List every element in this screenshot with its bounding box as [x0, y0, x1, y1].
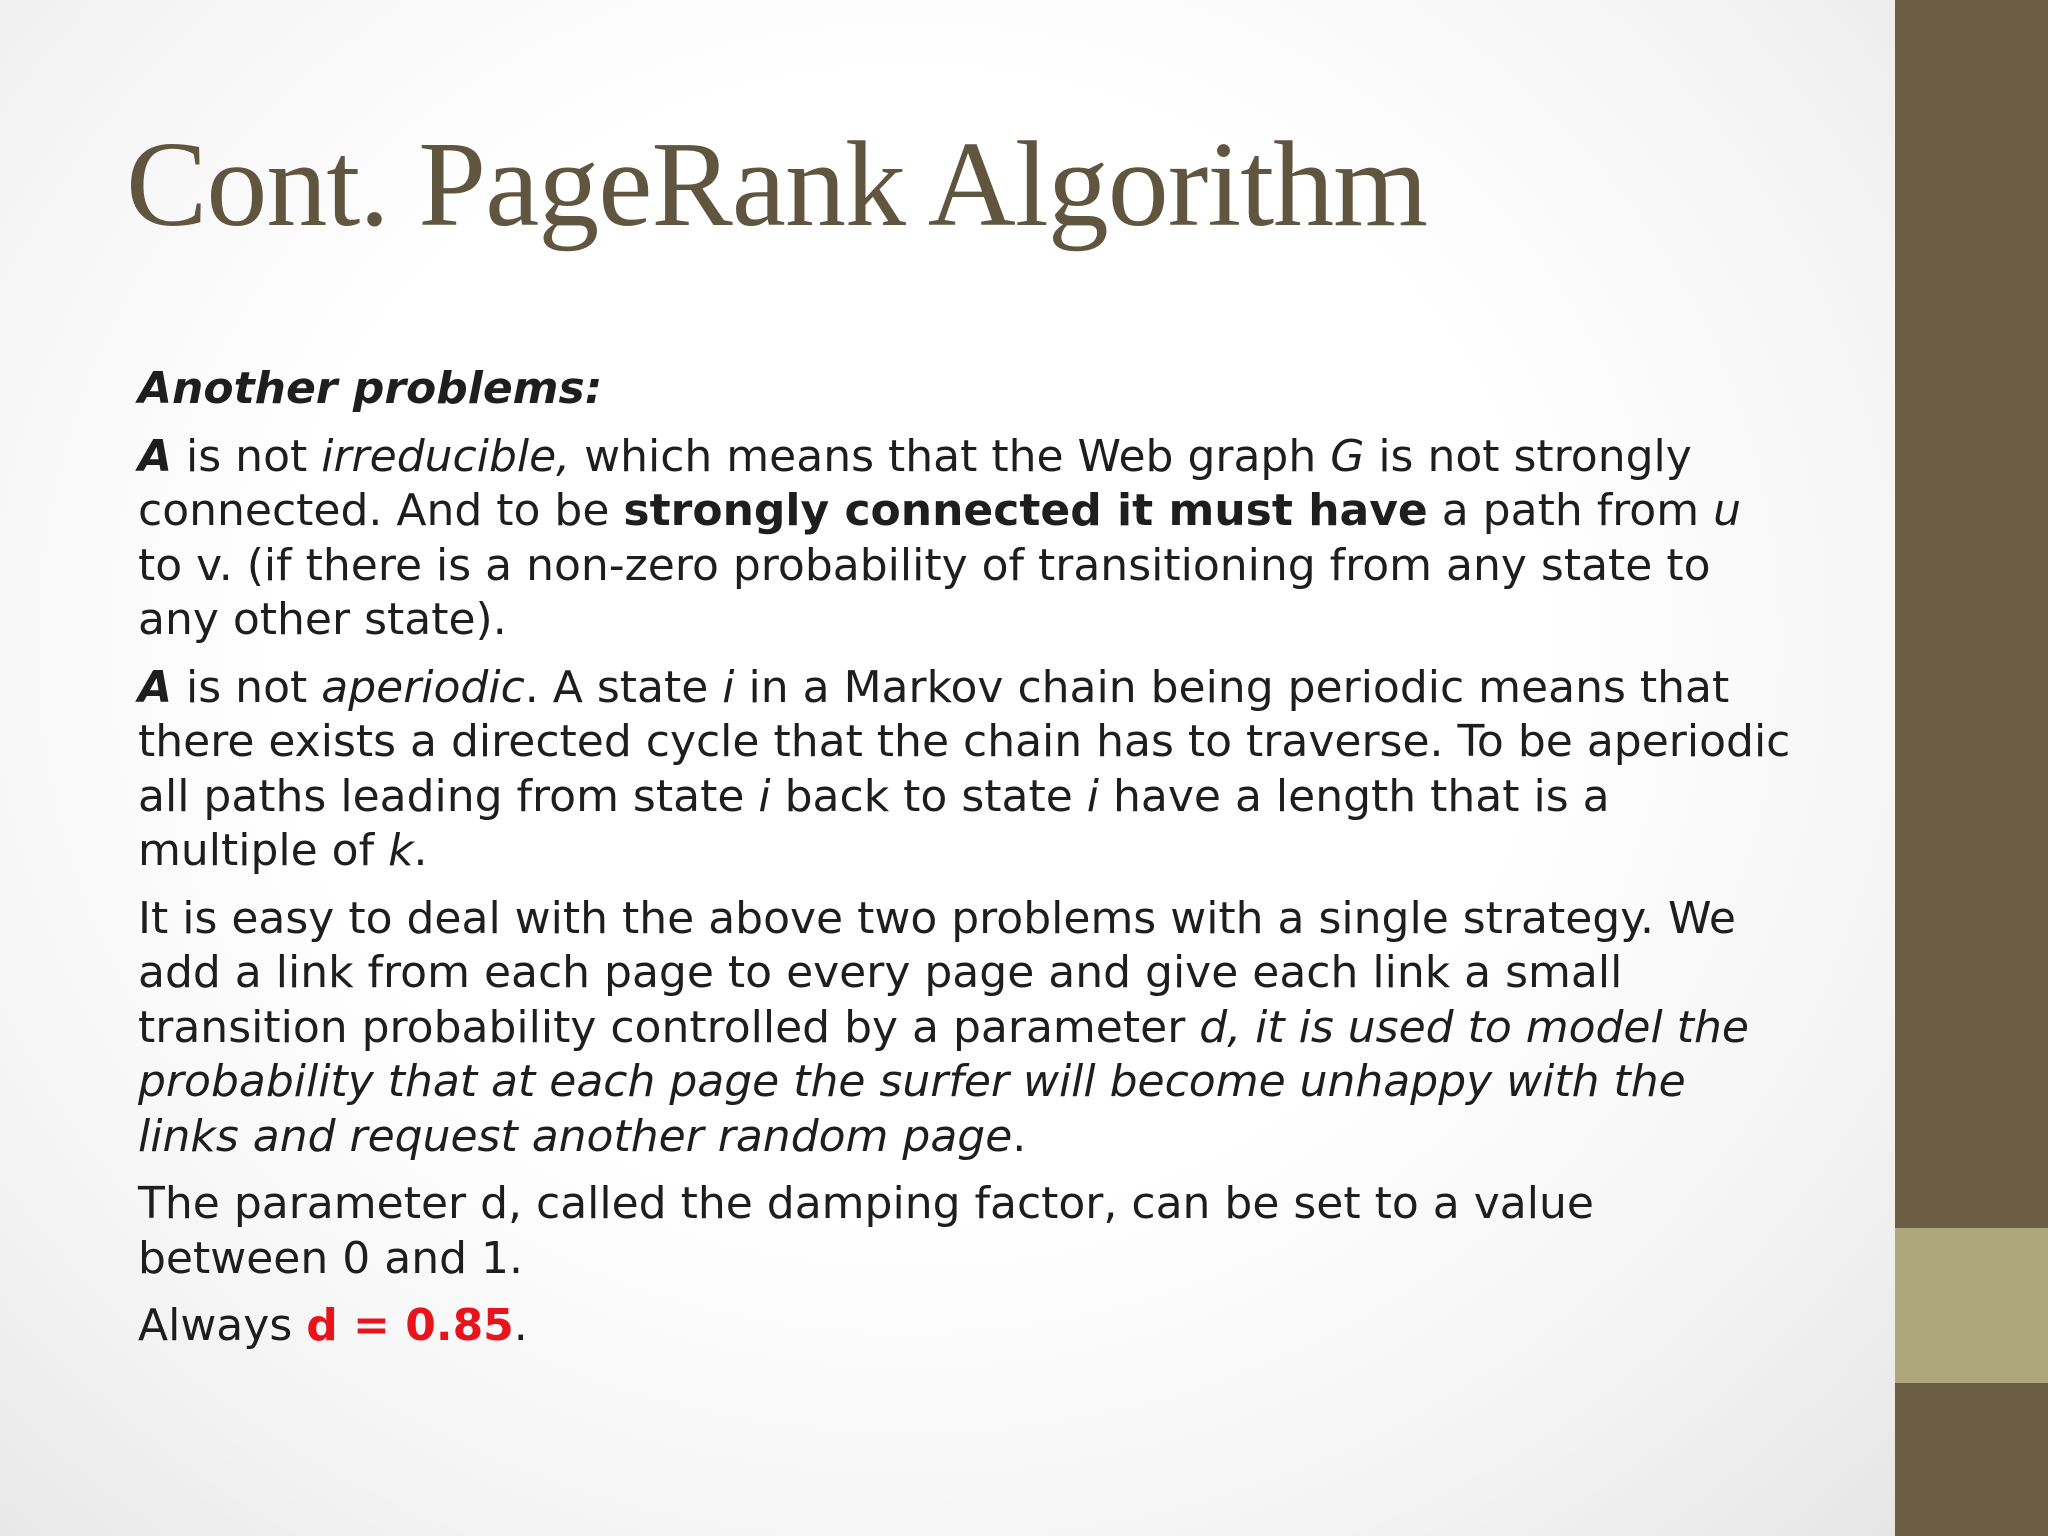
- p1-text-4: a path from: [1427, 485, 1714, 536]
- p1-text-5: to v. (if there is a non-zero probability of transitioning from any state to any other state).: [138, 539, 1711, 645]
- slide-title: Cont. PageRank Algorithm: [126, 117, 1428, 252]
- paragraph-strategy: [138, 892, 1798, 1165]
- matrix-a-symbol: A: [138, 661, 173, 713]
- p1-text-3: is not strongly connected. And to be: [138, 430, 1692, 536]
- p3-text-1: It is easy to deal with the above two problems with a single strategy. We add a link from each page to every page and give each link a small transition probability controlled by a parameter: [138, 892, 1736, 1053]
- graph-g-symbol: G: [1330, 430, 1365, 482]
- node-u-symbol: u: [1713, 485, 1741, 536]
- p2-text-2: . A state: [524, 661, 723, 713]
- side-accent-block: [1895, 1228, 2048, 1383]
- paragraph-aperiodic: [138, 661, 1798, 879]
- p5-text-2: .: [513, 1300, 528, 1351]
- p1-text-1: is not: [172, 430, 322, 482]
- term-irreducible: irreducible,: [321, 430, 571, 482]
- p1-text-2: which means that the Web graph: [570, 430, 1331, 482]
- p2-text-5: have a length that is a multiple of: [138, 770, 1610, 876]
- state-i-symbol: i: [722, 661, 735, 713]
- strongly-connected-emphasis: strongly connected it must have: [623, 485, 1428, 536]
- p2-text-6: .: [413, 825, 428, 876]
- p5-text-1: Always: [138, 1300, 307, 1351]
- damping-value: d = 0.85: [306, 1300, 514, 1351]
- slide-body: [138, 362, 1798, 1367]
- damping-explanation: d, it is used to model the probability that at each page the surfer will become unhappy with the links and request another random page: [138, 1001, 1749, 1162]
- paragraph-always: [138, 1299, 1798, 1354]
- paragraph-irreducible: [138, 430, 1798, 648]
- p2-text-4: back to state: [770, 770, 1087, 822]
- paragraph-damping-factor: The parameter d, called the damping factor, can be set to a value between 0 and 1.: [138, 1178, 1594, 1284]
- p2-text-1: is not: [172, 661, 322, 713]
- multiple-k-symbol: k: [388, 825, 414, 876]
- term-aperiodic: aperiodic: [321, 661, 525, 713]
- subheading: Another problems:: [138, 363, 603, 414]
- p2-text-3: in a Markov chain being periodic means that there exists a directed cycle that the chain has to traverse. To be aperiodic all paths leading from state: [138, 661, 1791, 822]
- state-i-symbol: i: [758, 770, 771, 822]
- matrix-a-symbol: A: [138, 430, 173, 482]
- state-i-symbol: i: [1086, 770, 1100, 822]
- p3-text-2: .: [1012, 1110, 1027, 1162]
